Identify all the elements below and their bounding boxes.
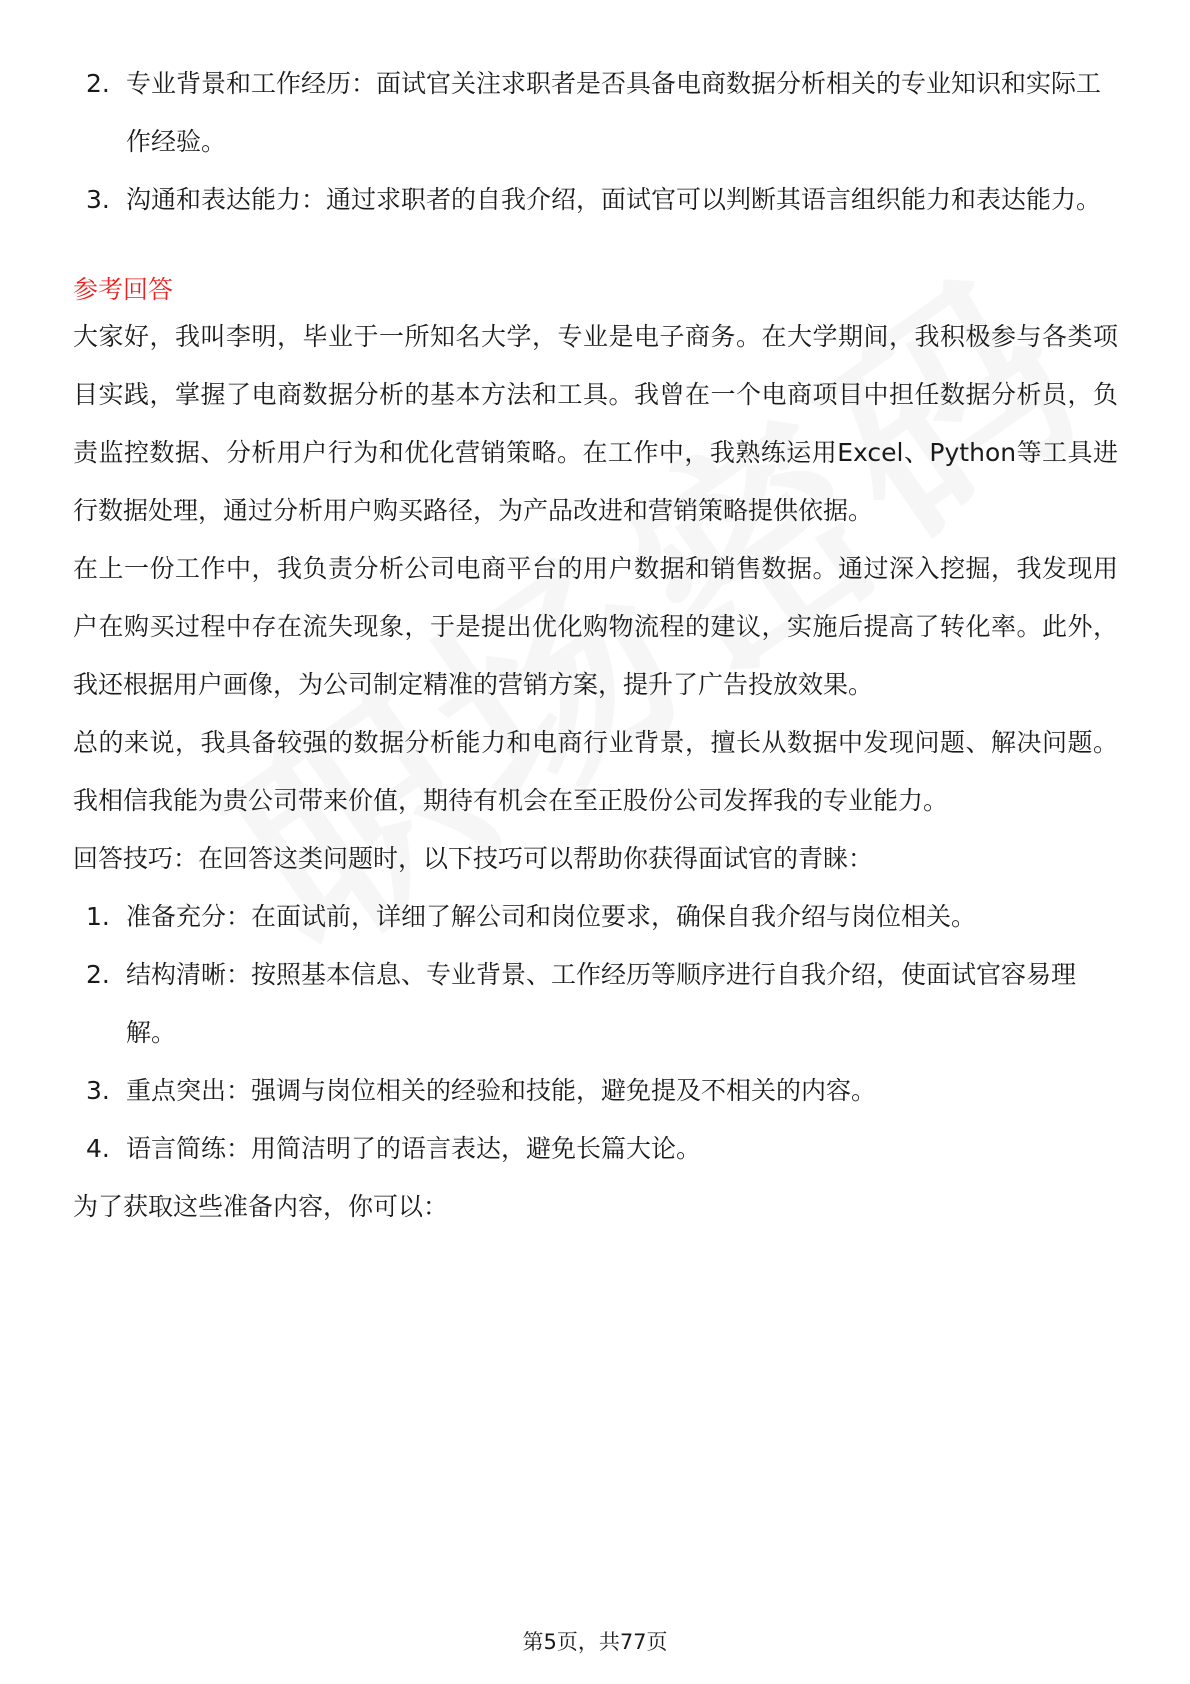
list-item-number: 2. — [86, 69, 110, 98]
section-title: 参考回答 — [73, 275, 174, 304]
tips-list — [73, 888, 1118, 1178]
list-item-number: 4. — [86, 1134, 110, 1163]
list-item-text: 准备充分：在面试前，详细了解公司和岗位要求，确保自我介绍与岗位相关。 — [126, 902, 977, 931]
answer-paragraph: 在上一份工作中，我负责分析公司电商平台的用户数据和销售数据。通过深入挖掘，我发现用户在购买过程中存在流失现象，于是提出优化购物流程的建议，实施后提高了转化率。此外，我还根据用户画像，为公司制定精准的营销方案，提升了广告投放效果。 — [73, 554, 1118, 699]
page-content — [73, 55, 1118, 1236]
list-item-text: 沟通和表达能力：通过求职者的自我介绍，面试官可以判断其语言组织能力和表达能力。 — [126, 185, 1102, 214]
answer-paragraph: 大家好，我叫李明，毕业于一所知名大学，专业是电子商务。在大学期间，我积极参与各类项目实践，掌握了电商数据分析的基本方法和工具。我曾在一个电商项目中担任数据分析员，负责监控数据、分析用户行为和优化营销策略。在工作中，我熟练运用Excel、Python等工具进行数据处理，通过分析用户购买路径，为产品改进和营销策略提供依据。 — [73, 322, 1118, 525]
criteria-list — [73, 55, 1118, 229]
answer-paragraph: 总的来说，我具备较强的数据分析能力和电商行业背景，擅长从数据中发现问题、解决问题。我相信我能为贵公司带来价值，期待有机会在至正股份公司发挥我的专业能力。 — [73, 728, 1118, 815]
list-item-number: 3. — [86, 1076, 110, 1105]
closing-text: 为了获取这些准备内容，你可以： — [73, 1192, 449, 1221]
list-item-number: 2. — [86, 960, 110, 989]
list-item — [73, 1120, 1118, 1178]
page-footer: 第5页，共77页 — [522, 1630, 668, 1654]
list-item-number: 3. — [86, 185, 110, 214]
list-item — [73, 946, 1118, 1062]
list-item-text: 重点突出：强调与岗位相关的经验和技能，避免提及不相关的内容。 — [126, 1076, 877, 1105]
tips-intro: 回答技巧：在回答这类问题时，以下技巧可以帮助你获得面试官的青睐： — [73, 844, 874, 873]
list-item-text: 语言简练：用简洁明了的语言表达，避免长篇大论。 — [126, 1134, 702, 1163]
list-item — [73, 171, 1118, 229]
list-item — [73, 888, 1118, 946]
list-item-number: 1. — [86, 902, 110, 931]
list-item-text: 结构清晰：按照基本信息、专业背景、工作经历等顺序进行自我介绍，使面试官容易理解。 — [126, 960, 1077, 1047]
list-item — [73, 55, 1118, 171]
list-item-text: 专业背景和工作经历：面试官关注求职者是否具备电商数据分析相关的专业知识和实际工作经验。 — [126, 69, 1102, 156]
list-item — [73, 1062, 1118, 1120]
